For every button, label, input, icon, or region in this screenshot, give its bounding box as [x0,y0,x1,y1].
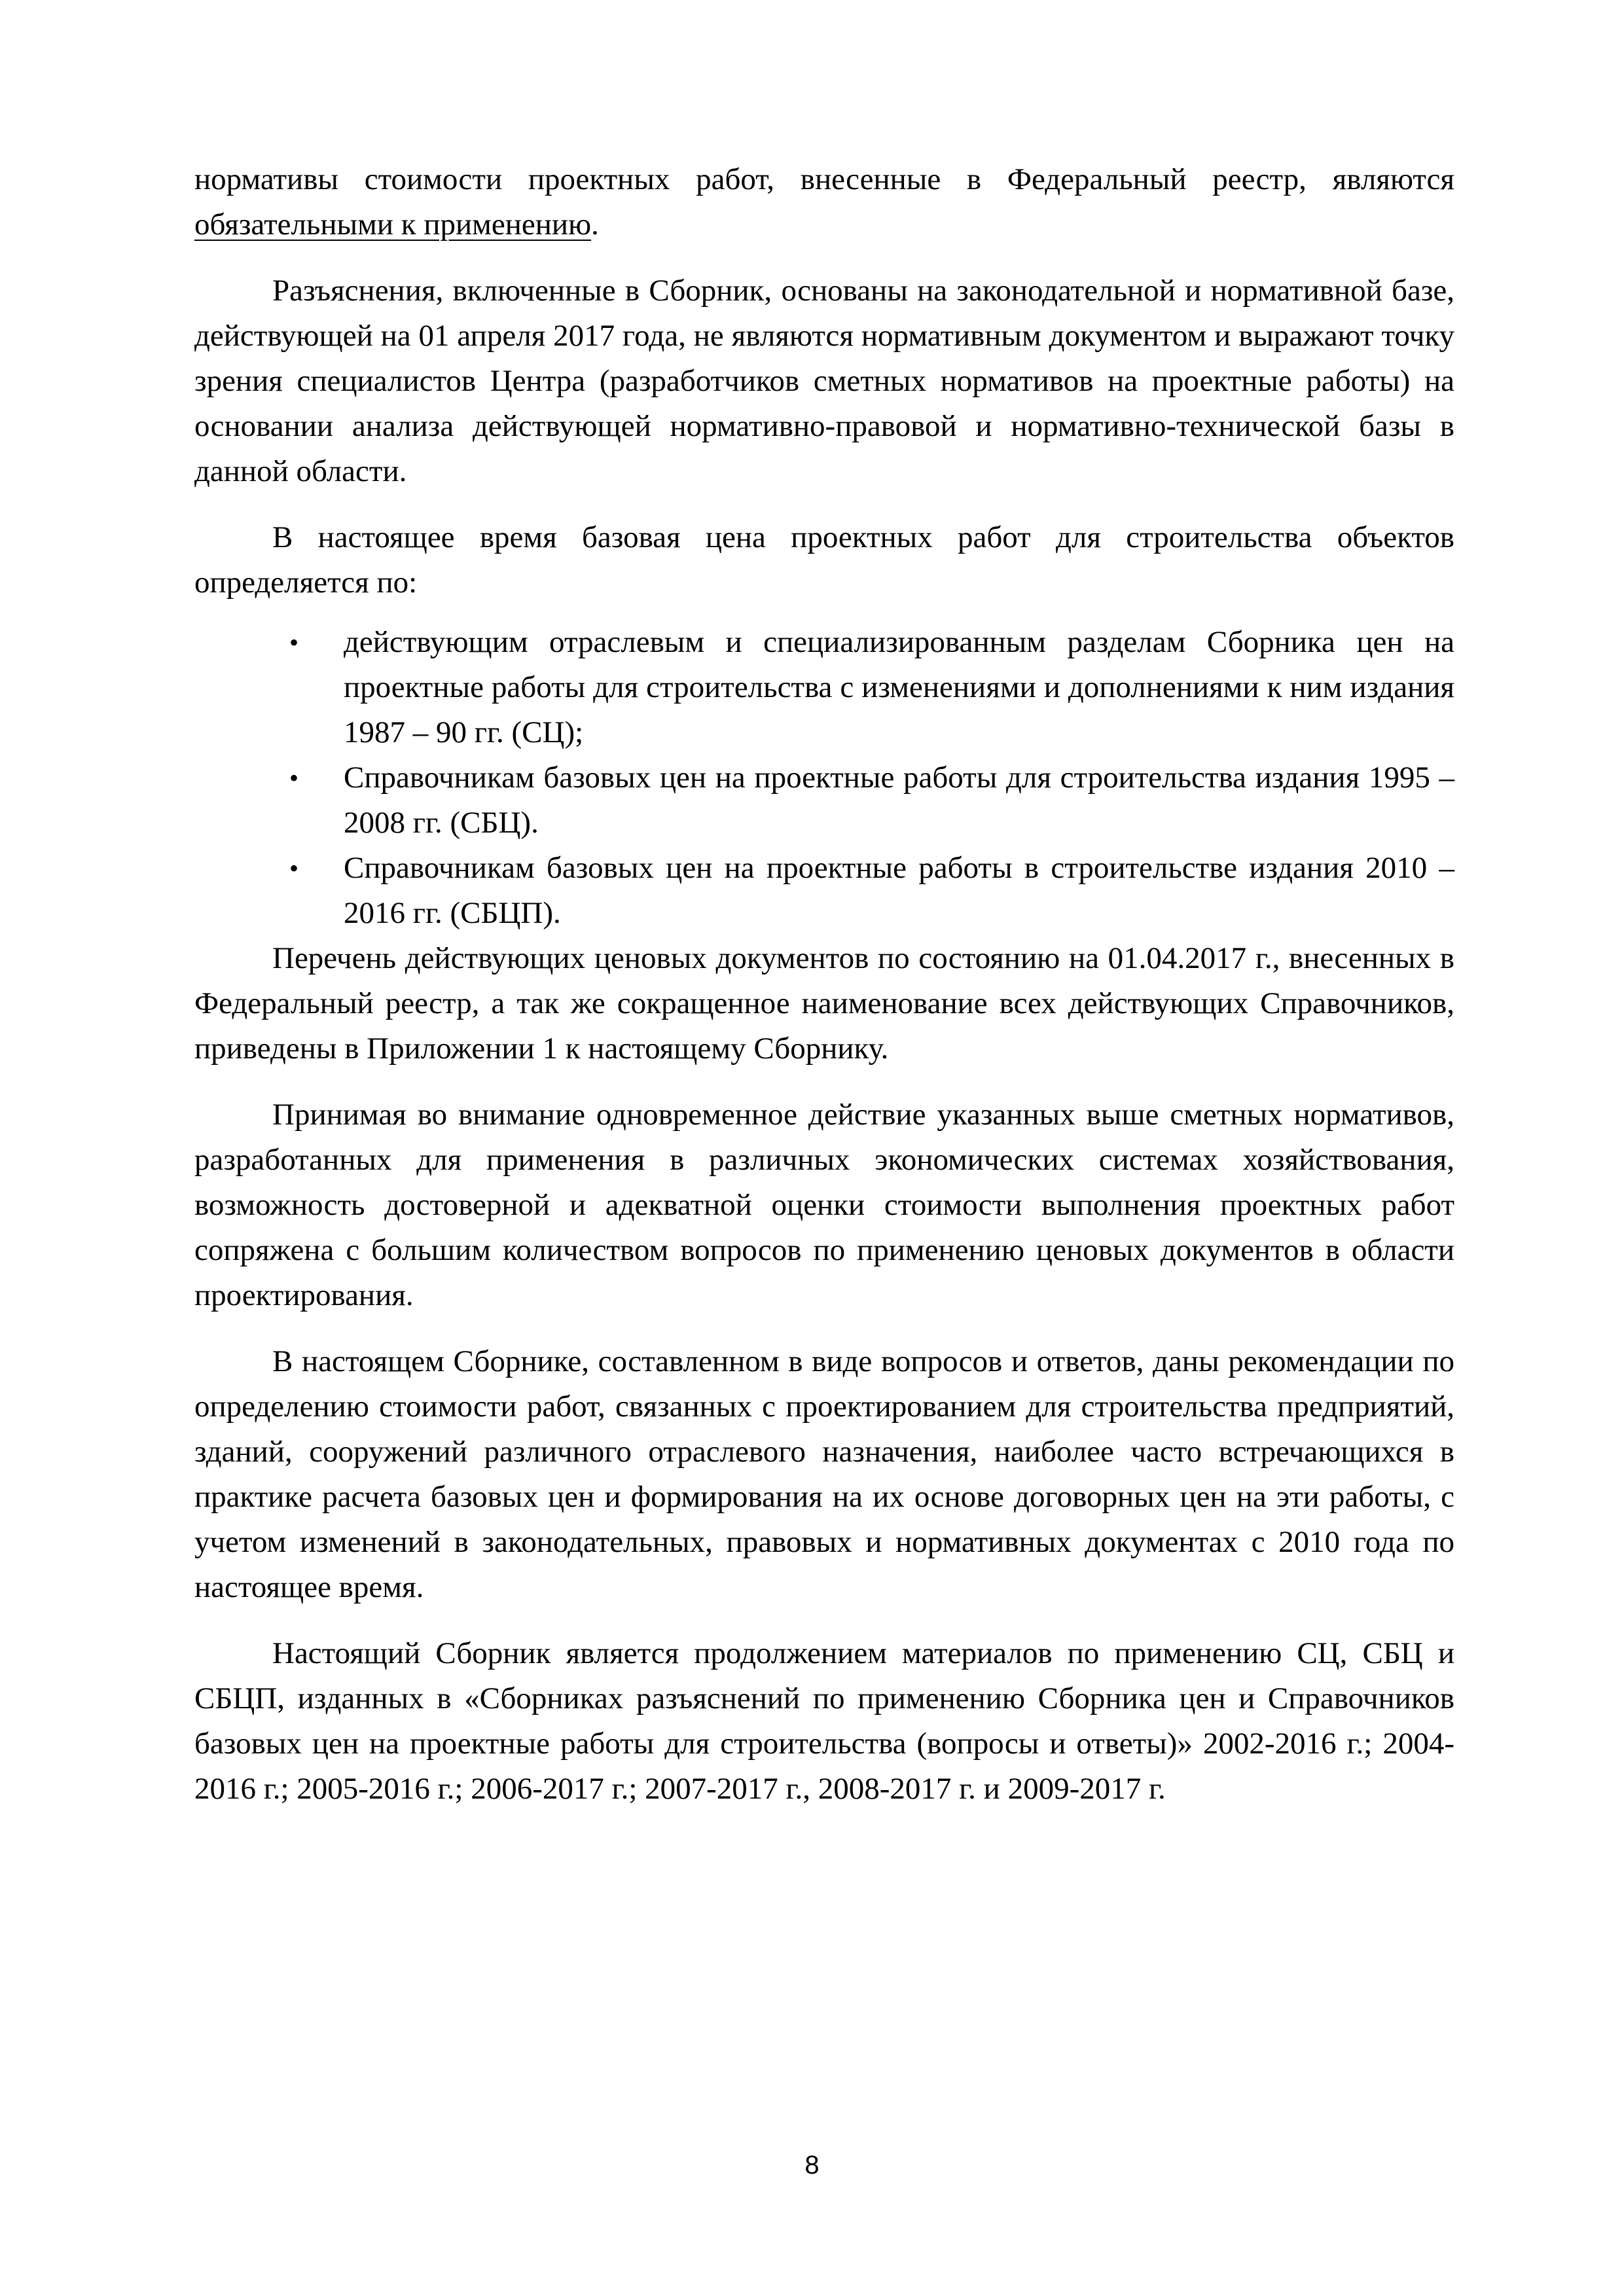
paragraph-simultaneous-action: Принимая во внимание одновременное действие указанных выше сметных нормативов, разработанных для применения в различных экономических системах хозяйствования, возможность достоверной и адекватной оценки стоимости выполнения проектных работ сопряжена с большим количеством вопросов по применению ценовых документов в области проектирования. [194,1098,1454,1312]
list-item-text: Справочникам базовых цен на проектные работы для строительства издания 1995 – 2008 гг. (СБЦ). [344,761,1454,840]
bullet-icon: • [289,853,299,883]
paragraph-base-price-intro: В настоящее время базовая цена проектных работ для строительства объектов определяется по: [194,520,1454,600]
list-item [194,755,1454,846]
paragraph-continuation-of-materials: Настоящий Сборник является продолжением материалов по применению СЦ, СБЦ и СБЦП, изданных в «Сборниках разъяснений по применению Сборника цен и Справочников базовых цен на проектные работы для строительства (вопросы и ответы)» 2002-2016 г.; 2004-2016 г.; 2005-2016 г.; 2006-2017 г.; 2007-2017 г., 2008-2017 г. и 2009-2017 г. [194,1636,1454,1806]
paragraph-collection-recommendations: В настоящем Сборнике, составленном в виде вопросов и ответов, даны рекомендации по определению стоимости работ, связанных с проектированием для строительства предприятий, зданий, сооружений различного отраслевого назначения, наиболее часто встречающихся в практике расчета базовых цен и формирования на их основе договорных цен на эти работы, с учетом изменений в законодательных, правовых и нормативных документах с 2010 года по настоящее время. [194,1344,1454,1604]
list-item [194,846,1454,936]
bullet-icon: • [289,763,299,793]
bullet-icon: • [289,628,299,657]
paragraph-price-documents-list: Перечень действующих ценовых документов по состоянию на 01.04.2017 г., внесенных в Федеральный реестр, а так же сокращенное наименование всех действующих Справочников, приведены в Приложении 1 к настоящему Сборнику. [194,941,1454,1066]
underlined-phrase: обязательными к применению [194,207,592,242]
list-item-text: Справочникам базовых цен на проектные работы в строительстве издания 2010 – 2016 гг. (СБЦП). [344,851,1454,930]
list-item [194,620,1454,755]
price-documents-list [194,620,1454,936]
document-body [194,157,1454,1833]
paragraph-continuation [194,157,1454,247]
paragraph-continuation-end: . [591,207,599,242]
paragraph-clarifications: Разъяснения, включенные в Сборник, основаны на законодательной и нормативной базе, действующей на 01 апреля 2017 года, не являются нормативным документом и выражают точку зрения специалистов Центра (разработчиков сметных нормативов на проектные работы) на основании анализа действующей нормативно-правовой и нормативно-технической базы в данной области. [194,274,1454,488]
paragraph-continuation-text: нормативы стоимости проектных работ, внесенные в Федеральный реестр, являются [194,162,1454,196]
list-item-text: действующим отраслевым и специализированным разделам Сборника цен на проектные работы для строительства с изменениями и дополнениями к ним издания 1987 – 90 гг. (СЦ); [344,625,1454,749]
page-number: 8 [804,2151,820,2179]
